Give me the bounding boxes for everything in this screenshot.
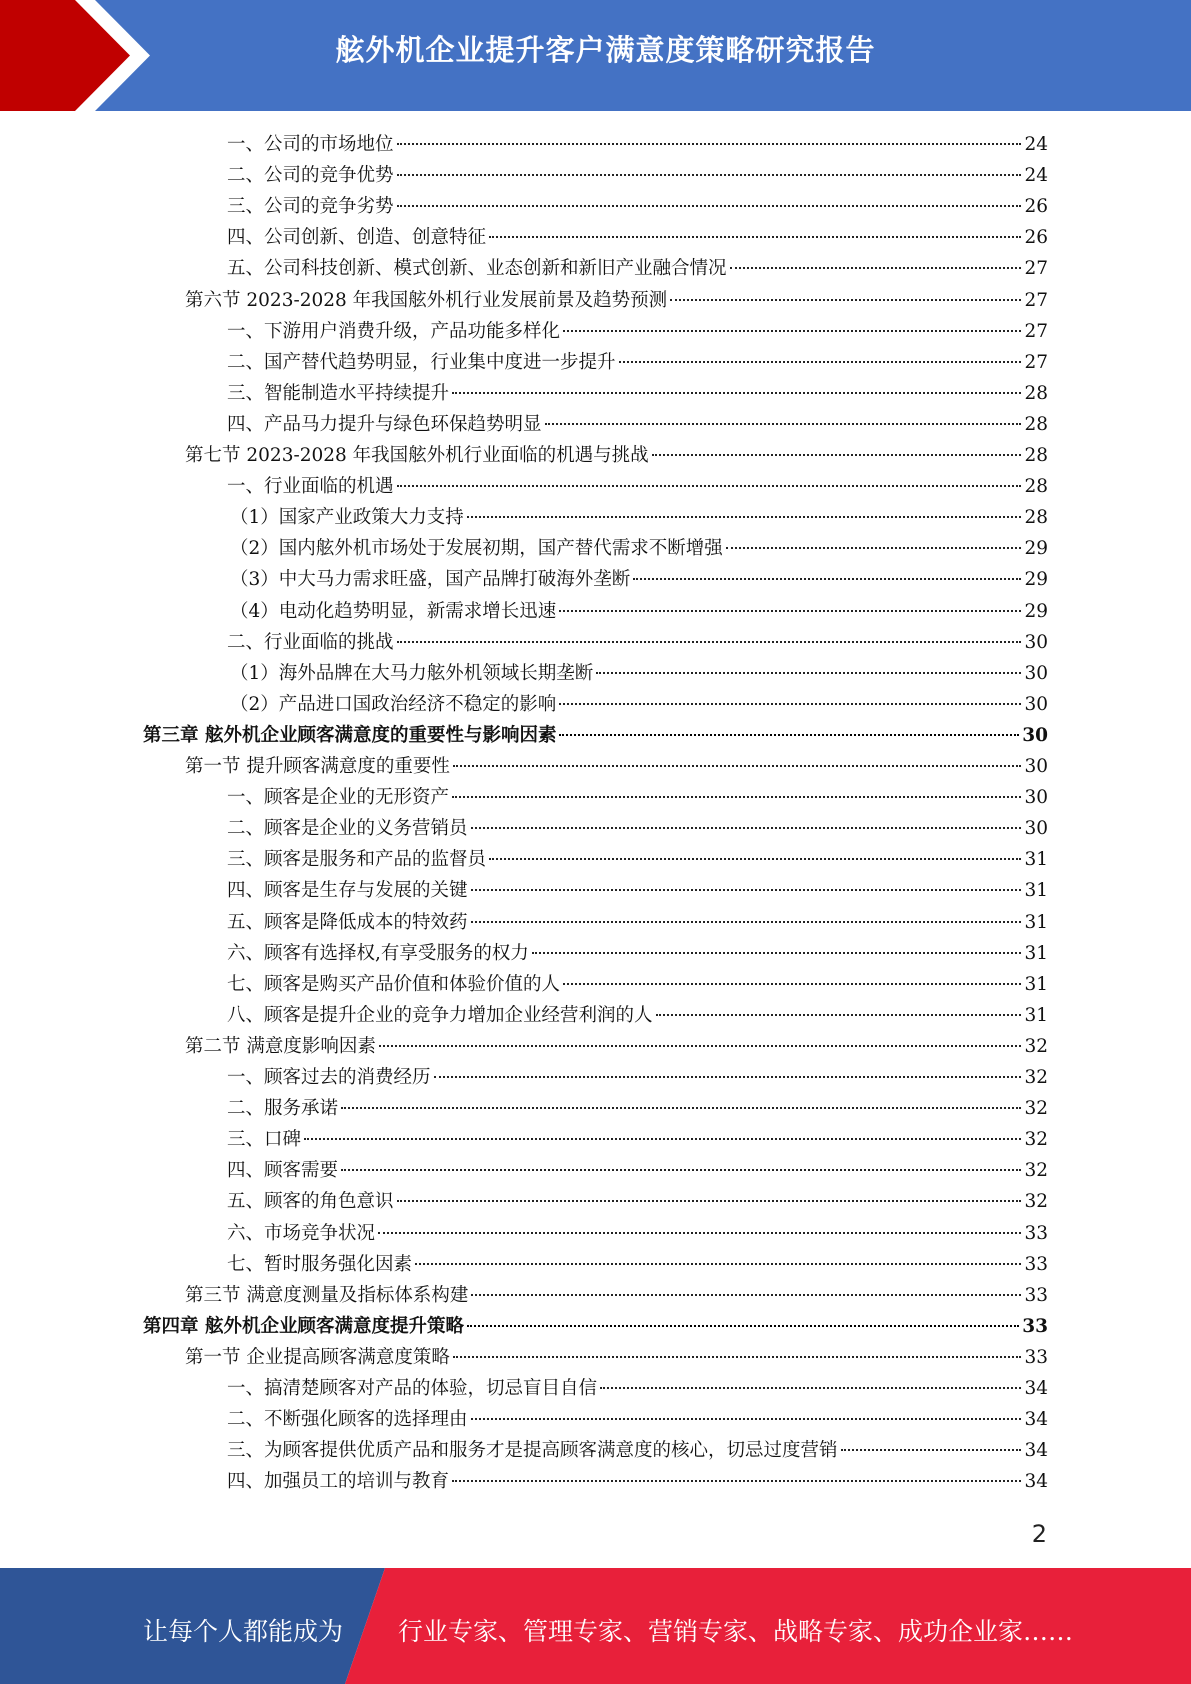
toc-entry[interactable] — [227, 222, 1048, 253]
toc-entry-page: 30 — [1024, 787, 1048, 809]
toc-dot-leader — [397, 205, 1022, 207]
report-title: 舷外机企业提升客户满意度策略研究报告 — [335, 33, 876, 67]
toc-entry-title: 四、公司创新、创造、创意特征 — [227, 227, 487, 249]
toc-dot-leader — [471, 1294, 1021, 1296]
toc-entry-title: 二、行业面临的挑战 — [227, 631, 394, 653]
toc-entry[interactable] — [227, 1249, 1048, 1280]
toc-entry-title: 七、暂时服务强化因素 — [227, 1253, 413, 1275]
toc-entry-page: 27 — [1024, 320, 1048, 342]
toc-entry-title: 四、顾客是生存与发展的关键 — [227, 880, 468, 902]
toc-entry-title: 五、顾客是降低成本的特效药 — [227, 911, 468, 933]
toc-entry-title: （1）海外品牌在大马力舷外机领域长期垄断 — [230, 662, 594, 684]
toc-dot-leader — [341, 1107, 1021, 1109]
page-footer — [0, 1568, 1191, 1684]
toc-entry-title: 第一节 企业提高顾客满意度策略 — [185, 1346, 450, 1368]
page-header — [0, 0, 1191, 111]
toc-entry[interactable] — [227, 1373, 1048, 1404]
toc-entry-page: 26 — [1024, 227, 1048, 249]
toc-entry[interactable] — [227, 1218, 1048, 1249]
toc-dot-leader — [532, 952, 1022, 954]
toc-entry-page: 34 — [1024, 1440, 1048, 1462]
toc-entry-page: 28 — [1024, 413, 1048, 435]
toc-entry-page: 30 — [1024, 631, 1048, 653]
toc-dot-leader — [726, 547, 1022, 549]
toc-entry-title: （4）电动化趋势明显，新需求增长迅速 — [230, 600, 557, 622]
toc-entry-page: 27 — [1024, 351, 1048, 373]
toc-dot-leader — [596, 672, 1021, 674]
toc-entry-page: 27 — [1024, 258, 1048, 280]
toc-entry-title: 第一节 提升顾客满意度的重要性 — [185, 756, 450, 777]
toc-entry-title: 三、口碑 — [227, 1129, 302, 1151]
toc-entry[interactable] — [227, 316, 1048, 347]
toc-entry[interactable] — [185, 285, 1048, 316]
toc-entry-page: 34 — [1024, 1409, 1048, 1431]
toc-entry[interactable] — [227, 409, 1048, 440]
toc-entry-title: 八、顾客是提升企业的竞争力增加企业经营利润的人 — [227, 1004, 653, 1026]
toc-dot-leader — [467, 516, 1022, 518]
toc-entry-page: 32 — [1024, 1067, 1048, 1088]
toc-dot-leader — [471, 889, 1022, 891]
toc-entry[interactable] — [185, 1342, 1048, 1373]
toc-entry[interactable] — [230, 689, 1048, 720]
toc-entry-page: 29 — [1024, 569, 1048, 591]
toc-entry-title: 七、顾客是购买产品价值和体验价值的人 — [227, 973, 561, 995]
toc-entry[interactable] — [185, 751, 1048, 782]
toc-dot-leader — [559, 703, 1021, 705]
toc-entry-title: 二、顾客是企业的义务营销员 — [227, 818, 468, 840]
toc-dot-leader — [670, 299, 1021, 301]
toc-entry[interactable] — [227, 191, 1048, 222]
toc-entry-page: 24 — [1024, 165, 1048, 187]
toc-entry-page: 28 — [1024, 445, 1048, 466]
toc-entry[interactable] — [227, 160, 1048, 191]
toc-entry[interactable] — [185, 440, 1048, 471]
toc-entry-title: 三、为顾客提供优质产品和服务才是提高顾客满意度的核心，切忌过度营销 — [227, 1440, 838, 1462]
toc-dot-leader — [633, 578, 1021, 580]
toc-entry[interactable] — [227, 782, 1048, 813]
toc-dot-leader — [656, 1014, 1022, 1016]
toc-entry-page: 30 — [1022, 724, 1048, 746]
toc-entry-title: 五、顾客的角色意识 — [227, 1191, 394, 1213]
toc-entry[interactable] — [227, 471, 1048, 502]
toc-entry-title: （2）产品进口国政治经济不稳定的影响 — [230, 693, 557, 715]
toc-entry-title: 四、加强员工的培训与教育 — [227, 1471, 450, 1493]
toc-dot-leader — [489, 858, 1021, 860]
toc-entry-page: 32 — [1024, 1129, 1048, 1151]
toc-dot-leader — [489, 236, 1021, 238]
toc-dot-leader — [559, 734, 1019, 736]
toc-entry-title: 六、市场竞争状况 — [227, 1222, 376, 1244]
toc-dot-leader — [545, 423, 1022, 425]
toc-entry[interactable] — [227, 253, 1048, 284]
footer-slogan-left: 让每个人都能成为 — [143, 1617, 344, 1646]
toc-dot-leader — [471, 921, 1022, 923]
toc-entry-page: 32 — [1024, 1098, 1048, 1120]
toc-entry-page: 33 — [1024, 1222, 1048, 1244]
toc-entry-title: 四、产品马力提升与绿色环保趋势明显 — [227, 413, 542, 435]
toc-entry-title: 一、下游用户消费升级，产品功能多样化 — [227, 320, 561, 342]
toc-entry-page: 33 — [1024, 1346, 1048, 1368]
toc-entry[interactable] — [227, 844, 1048, 875]
toc-dot-leader — [730, 267, 1022, 269]
toc-entry[interactable] — [227, 813, 1048, 844]
toc-entry-title: 二、服务承诺 — [227, 1098, 339, 1120]
toc-entry-page: 31 — [1024, 849, 1048, 871]
toc-entry-title: 第六节 2023-2028 年我国舷外机行业发展前景及趋势预测 — [185, 289, 668, 311]
toc-entry[interactable] — [185, 1280, 1048, 1311]
toc-entry-page: 28 — [1024, 507, 1048, 529]
toc-entry[interactable] — [230, 502, 1048, 533]
toc-entry-title: 第七节 2023-2028 年我国舷外机行业面临的机遇与挑战 — [185, 445, 649, 466]
toc-entry[interactable] — [143, 1311, 1048, 1342]
toc-entry-title: 四、顾客需要 — [227, 1160, 339, 1182]
toc-entry[interactable] — [227, 1155, 1048, 1186]
toc-entry[interactable] — [227, 378, 1048, 409]
toc-entry[interactable] — [227, 627, 1048, 658]
toc-dot-leader — [397, 1200, 1022, 1202]
toc-entry-page: 31 — [1024, 973, 1048, 995]
toc-dot-leader — [452, 1480, 1021, 1482]
toc-entry-page: 29 — [1024, 538, 1048, 560]
toc-entry-page: 29 — [1024, 600, 1048, 622]
toc-dot-leader — [452, 796, 1021, 798]
toc-entry[interactable] — [227, 1186, 1048, 1217]
toc-entry-page: 31 — [1024, 942, 1048, 964]
toc-entry-title: 第三节 满意度测量及指标体系构建 — [185, 1284, 469, 1306]
toc-entry-page: 34 — [1024, 1471, 1048, 1493]
toc-entry-page: 32 — [1024, 1191, 1048, 1213]
toc-dot-leader — [471, 827, 1022, 829]
toc-dot-leader — [397, 143, 1022, 145]
toc-entry-page: 33 — [1022, 1315, 1048, 1337]
toc-entry-title: 三、公司的竞争劣势 — [227, 196, 394, 218]
toc-dot-leader — [415, 1263, 1021, 1265]
toc-entry-page: 27 — [1024, 289, 1048, 311]
toc-entry[interactable] — [227, 938, 1048, 969]
toc-dot-leader — [563, 330, 1021, 332]
toc-entry[interactable] — [227, 1124, 1048, 1155]
toc-entry[interactable] — [227, 969, 1048, 1000]
toc-entry[interactable] — [227, 129, 1048, 160]
toc-dot-leader — [397, 485, 1022, 487]
toc-entry-title: （3）中大马力需求旺盛，国产品牌打破海外垄断 — [230, 569, 631, 591]
toc-entry[interactable] — [227, 875, 1048, 906]
toc-entry[interactable] — [227, 1404, 1048, 1435]
toc-entry-page: 30 — [1024, 756, 1048, 777]
toc-entry-page: 26 — [1024, 196, 1048, 218]
toc-entry-title: （2）国内舷外机市场处于发展初期，国产替代需求不断增强 — [230, 538, 723, 560]
toc-entry[interactable] — [227, 1000, 1048, 1031]
toc-entry[interactable] — [230, 564, 1048, 595]
toc-entry-title: 一、顾客过去的消费经历 — [227, 1067, 431, 1088]
toc-entry-page: 32 — [1024, 1160, 1048, 1182]
toc-entry-page: 33 — [1024, 1253, 1048, 1275]
toc-dot-leader — [652, 454, 1022, 456]
toc-entry-page: 34 — [1024, 1378, 1048, 1399]
toc-dot-leader — [453, 765, 1022, 767]
toc-entry-title: 二、国产替代趋势明显，行业集中度进一步提升 — [227, 351, 616, 373]
toc-entry[interactable] — [143, 720, 1048, 751]
toc-entry-title: 第二节 满意度影响因素 — [185, 1035, 376, 1057]
toc-entry-title: 第三章 舷外机企业顾客满意度的重要性与影响因素 — [143, 724, 557, 746]
toc-entry[interactable] — [230, 658, 1048, 689]
toc-entry-title: 三、智能制造水平持续提升 — [227, 382, 450, 404]
toc-entry-page: 28 — [1024, 476, 1048, 498]
toc-dot-leader — [841, 1449, 1022, 1451]
toc-entry-title: 一、公司的市场地位 — [227, 134, 394, 155]
toc-dot-leader — [600, 1387, 1021, 1389]
toc-entry-title: 第四章 舷外机企业顾客满意度提升策略 — [143, 1315, 464, 1337]
toc-entry-page: 31 — [1024, 880, 1048, 902]
toc-entry-title: 一、顾客是企业的无形资产 — [227, 787, 450, 809]
toc-entry-page: 31 — [1024, 1004, 1048, 1026]
toc-entry-title: （1）国家产业政策大力支持 — [230, 507, 464, 529]
toc-entry-page: 24 — [1024, 134, 1048, 155]
toc-entry-page: 30 — [1024, 693, 1048, 715]
footer-slogan-right: 行业专家、管理专家、营销专家、战略专家、成功企业家…… — [398, 1617, 1074, 1646]
toc-entry-page: 32 — [1024, 1035, 1048, 1057]
toc-dot-leader — [397, 174, 1022, 176]
toc-entry[interactable] — [185, 1031, 1048, 1062]
toc-entry[interactable] — [230, 596, 1048, 627]
toc-entry[interactable] — [227, 347, 1048, 378]
toc-dot-leader — [304, 1138, 1021, 1140]
toc-dot-leader — [434, 1076, 1022, 1078]
toc-dot-leader — [619, 361, 1022, 363]
toc-dot-leader — [563, 983, 1021, 985]
toc-entry-title: 三、顾客是服务和产品的监督员 — [227, 849, 487, 871]
toc-dot-leader — [378, 1232, 1021, 1234]
toc-dot-leader — [453, 1356, 1022, 1358]
toc-entry[interactable] — [227, 1062, 1048, 1093]
toc-dot-leader — [559, 610, 1021, 612]
toc-entry[interactable] — [230, 533, 1048, 564]
toc-dot-leader — [379, 1045, 1022, 1047]
toc-entry[interactable] — [227, 1093, 1048, 1124]
toc-entry-page: 31 — [1024, 911, 1048, 933]
toc-dot-leader — [397, 641, 1022, 643]
toc-entry-title: 六、顾客有选择权,有享受服务的权力 — [227, 942, 529, 964]
toc-entry-title: 一、搞清楚顾客对产品的体验，切忌盲目自信 — [227, 1378, 598, 1399]
toc-entry-page: 30 — [1024, 818, 1048, 840]
toc-dot-leader — [452, 392, 1021, 394]
toc-entry[interactable] — [227, 907, 1048, 938]
page-number: 2 — [1031, 1520, 1047, 1548]
toc-entry-page: 33 — [1024, 1284, 1048, 1306]
toc-entry-title: 五、公司科技创新、模式创新、业态创新和新旧产业融合情况 — [227, 258, 727, 280]
toc-dot-leader — [341, 1169, 1021, 1171]
toc-entry[interactable] — [227, 1435, 1048, 1466]
toc-entry-title: 二、公司的竞争优势 — [227, 165, 394, 187]
toc-dot-leader — [471, 1418, 1022, 1420]
toc-entry-title: 二、不断强化顾客的选择理由 — [227, 1409, 468, 1431]
toc-entry-page: 28 — [1024, 382, 1048, 404]
toc-entry-title: 一、行业面临的机遇 — [227, 476, 394, 498]
toc-dot-leader — [467, 1325, 1019, 1327]
toc-entry[interactable] — [227, 1466, 1048, 1497]
toc-entry-page: 30 — [1024, 662, 1048, 684]
